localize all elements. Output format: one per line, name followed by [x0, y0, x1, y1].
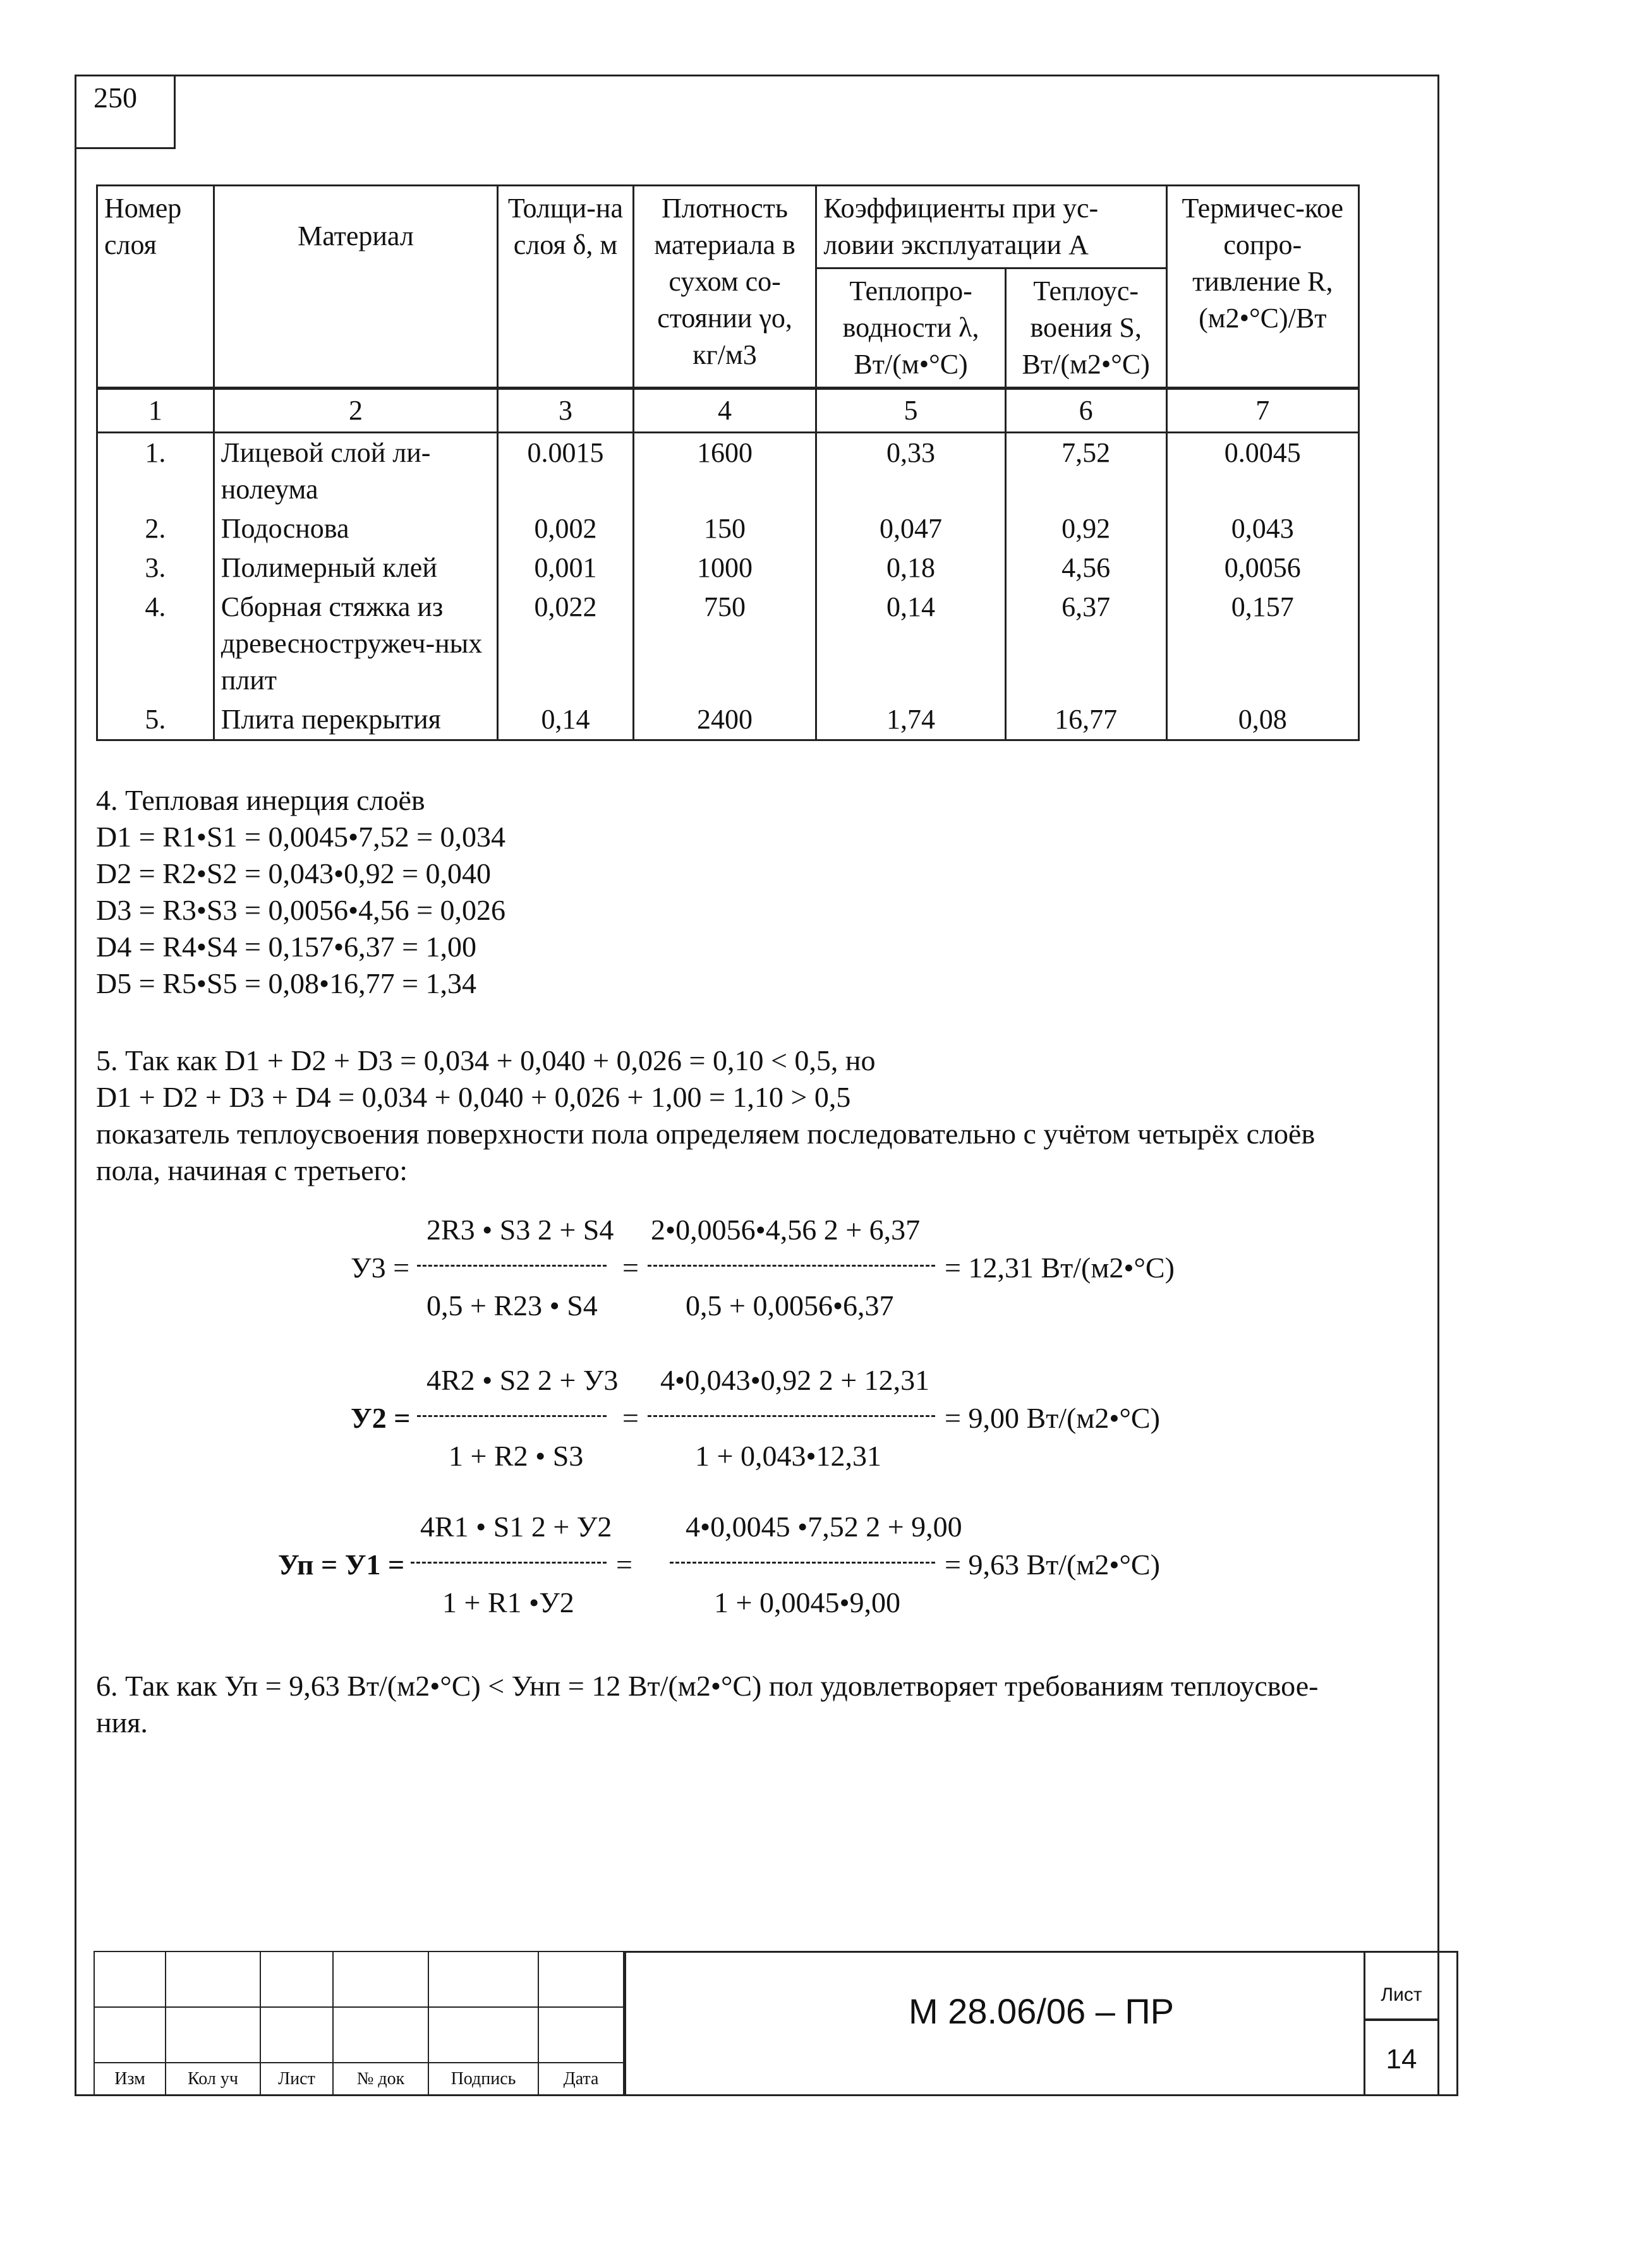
row-s: 6,37 — [1005, 588, 1166, 700]
formula-y3-result: = 12,31 Вт/(м2•°С) — [945, 1252, 1175, 1284]
inertia-line: D4 = R4•S4 = 0,157•6,37 = 1,00 — [96, 931, 477, 963]
col-number: 3 — [498, 389, 634, 433]
row-thickness: 0,14 — [498, 700, 634, 740]
col-number: 2 — [214, 389, 497, 433]
row-r: 0,0056 — [1166, 548, 1358, 588]
label-doc: № док — [332, 2062, 429, 2096]
inertia-line: D5 = R5•S5 = 0,08•16,77 = 1,34 — [96, 967, 477, 999]
formula-y2-lhs: У2 = — [351, 1402, 411, 1434]
section5-line3: показатель теплоусвоения поверхности пола определяем последовательно с учётом четырёх слоёв — [96, 1118, 1316, 1150]
formula-y1-den1: 1 + R1 •У2 — [442, 1586, 574, 1619]
row-lambda: 0,047 — [816, 509, 1005, 548]
inertia-line: D2 = R2•S2 = 0,043•0,92 = 0,040 — [96, 857, 492, 890]
table-row — [97, 588, 1359, 700]
formula-y1-lhs: Уп = У1 = — [278, 1548, 405, 1581]
table-row — [97, 509, 1359, 548]
row-thickness: 0.0015 — [498, 433, 634, 510]
page-number: 250 — [75, 75, 176, 149]
formula-y3-den1: 0,5 + R23 • S4 — [426, 1289, 598, 1322]
formula-y2-den1: 1 + R2 • S3 — [449, 1440, 584, 1472]
col-number: 1 — [97, 389, 214, 433]
section6-line1: 6. Так как Уп = 9,63 Вт/(м2•°С) < Унп = 12 Вт/(м2•°С) пол удовлетворяет требованиям теплоусвое- — [96, 1670, 1319, 1702]
row-number: 2. — [97, 509, 214, 548]
col-number: 4 — [633, 389, 816, 433]
row-thickness: 0,001 — [498, 548, 634, 588]
header-conductivity: Теплопро-водности λ, Вт/(м•°С) — [816, 268, 1005, 389]
formula-y3-den2: 0,5 + 0,0056•6,37 — [686, 1289, 894, 1322]
row-r: 0,157 — [1166, 588, 1358, 700]
table-row — [97, 700, 1359, 740]
label-izm: Изм — [94, 2062, 166, 2096]
row-number: 4. — [97, 588, 214, 700]
row-r: 0.0045 — [1166, 433, 1358, 510]
formula-y3-num1: 2R3 • S3 2 + S4 — [426, 1214, 614, 1246]
title-block — [94, 1951, 1439, 2096]
formula-y2-num1: 4R2 • S2 2 + У3 — [426, 1364, 619, 1396]
col-number: 7 — [1166, 389, 1358, 433]
row-lambda: 0,18 — [816, 548, 1005, 588]
sheet-number: 14 — [1364, 2019, 1439, 2096]
formula-y1-den2: 1 + 0,0045•9,00 — [714, 1586, 901, 1619]
header-layer-number: Номер слоя — [97, 186, 214, 389]
row-thickness: 0,022 — [498, 588, 634, 700]
row-s: 16,77 — [1005, 700, 1166, 740]
formula-y2-num2: 4•0,043•0,92 2 + 12,31 — [660, 1364, 930, 1396]
section5-line4: пола, начиная с третьего: — [96, 1154, 408, 1186]
row-density: 2400 — [633, 700, 816, 740]
col-number: 6 — [1005, 389, 1166, 433]
fraction-bar — [417, 1415, 607, 1417]
formula-y2-result: = 9,00 Вт/(м2•°С) — [945, 1402, 1160, 1434]
row-s: 4,56 — [1005, 548, 1166, 588]
fraction-bar — [648, 1415, 935, 1417]
document-code: М 28.06/06 – ПР — [624, 1951, 1458, 2096]
row-density: 750 — [633, 588, 816, 700]
equals-sign: = — [616, 1548, 632, 1581]
table-row — [97, 548, 1359, 588]
fraction-bar — [670, 1562, 935, 1564]
row-thickness: 0,002 — [498, 509, 634, 548]
row-density: 150 — [633, 509, 816, 548]
row-density: 1000 — [633, 548, 816, 588]
formula-y2-den2: 1 + 0,043•12,31 — [695, 1440, 882, 1472]
row-s: 0,92 — [1005, 509, 1166, 548]
equals-sign: = — [622, 1402, 639, 1434]
equals-sign: = — [622, 1252, 639, 1284]
row-lambda: 0,33 — [816, 433, 1005, 510]
header-density: Плотность материала в сухом со-стоянии γо, кг/м3 — [633, 186, 816, 389]
label-signature: Подпись — [428, 2062, 539, 2096]
label-kol-uch: Кол уч — [165, 2062, 261, 2096]
row-number: 3. — [97, 548, 214, 588]
row-lambda: 0,14 — [816, 588, 1005, 700]
col-number: 5 — [816, 389, 1005, 433]
formula-y3-lhs: У3 = — [351, 1252, 410, 1284]
fraction-bar — [417, 1265, 607, 1267]
row-r: 0,08 — [1166, 700, 1358, 740]
formula-y1-result: = 9,63 Вт/(м2•°С) — [945, 1548, 1160, 1581]
row-s: 7,52 — [1005, 433, 1166, 510]
row-material: Плита перекрытия — [214, 700, 497, 740]
formula-y1-num1: 4R1 • S1 2 + У2 — [420, 1511, 612, 1543]
row-number: 1. — [97, 433, 214, 510]
table-row — [97, 433, 1359, 510]
row-r: 0,043 — [1166, 509, 1358, 548]
section5-line1: 5. Так как D1 + D2 + D3 = 0,034 + 0,040 + 0,026 = 0,10 < 0,5, но — [96, 1044, 876, 1077]
inertia-line: D1 = R1•S1 = 0,0045•7,52 = 0,034 — [96, 821, 506, 853]
header-heat-absorption: Теплоус-воения S, Вт/(м2•°С) — [1005, 268, 1166, 389]
header-material: Материал — [214, 186, 497, 389]
section6-line2: ния. — [96, 1706, 148, 1739]
formula-y3-num2: 2•0,0056•4,56 2 + 6,37 — [651, 1214, 921, 1246]
row-number: 5. — [97, 700, 214, 740]
revision-grid — [94, 1951, 624, 2096]
section5-line2: D1 + D2 + D3 + D4 = 0,034 + 0,040 + 0,026 + 1,00 = 1,10 > 0,5 — [96, 1081, 851, 1113]
header-resistance: Термичес-кое сопро-тивление R, (м2•°С)/Вт — [1166, 186, 1358, 389]
column-numbers-row — [97, 389, 1359, 433]
row-lambda: 1,74 — [816, 700, 1005, 740]
row-material: Полимерный клей — [214, 548, 497, 588]
row-material: Лицевой слой ли-нолеума — [214, 433, 497, 510]
sheet-label: Лист — [1364, 1951, 1439, 2020]
label-date: Дата — [538, 2062, 624, 2096]
inertia-line: D3 = R3•S3 = 0,0056•4,56 = 0,026 — [96, 894, 506, 926]
header-thickness: Толщи-на слоя δ, м — [498, 186, 634, 389]
fraction-bar — [411, 1562, 607, 1564]
row-material: Подоснова — [214, 509, 497, 548]
row-density: 1600 — [633, 433, 816, 510]
layers-table — [96, 184, 1360, 741]
formula-y1-num2: 4•0,0045 •7,52 2 + 9,00 — [686, 1511, 962, 1543]
row-material: Сборная стяжка из древесностружеч-ных плит — [214, 588, 497, 700]
fraction-bar — [648, 1265, 935, 1267]
section4-title: 4. Тепловая инерция слоёв — [96, 784, 425, 816]
label-list: Лист — [260, 2062, 334, 2096]
header-coefficients: Коэффициенты при ус-ловии эксплуатации А — [816, 186, 1166, 268]
